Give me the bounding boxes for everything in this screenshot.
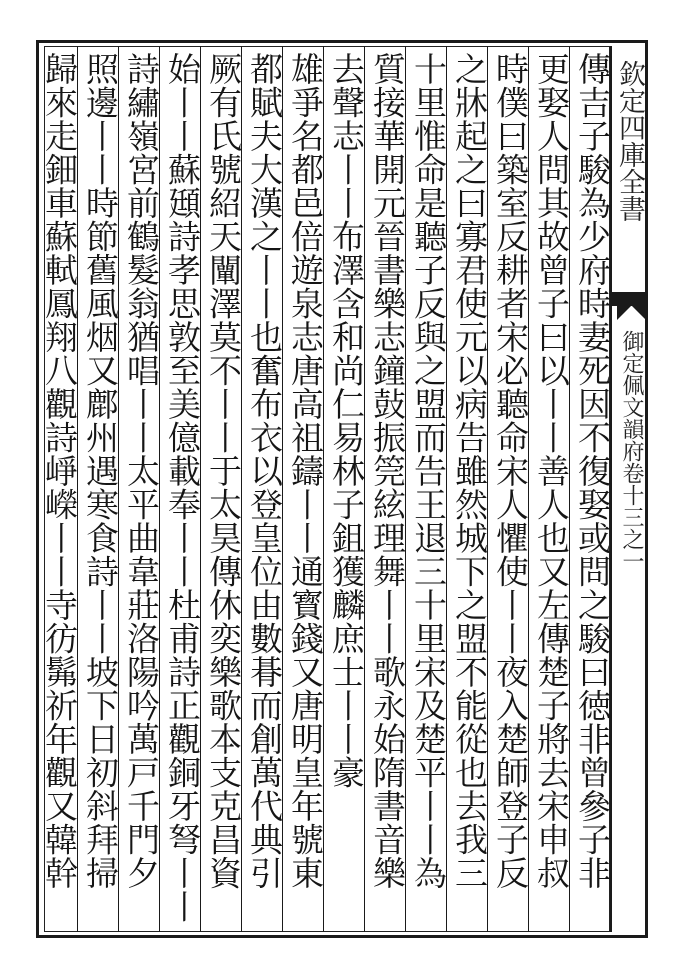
text-column-12: 詩繡嶺宮前鶴髮翁猶唱丨丨太平曲韋莊洛陽吟萬戸千門夕 xyxy=(122,52,161,890)
text-column-6: 質接華開元晉書樂志鐘鼔振筦絃理舞丨丨歌永始隋書音樂 xyxy=(368,52,407,890)
text-column-8: 雄爭名都邑倍遊泉志唐高祖鑄丨丨通寳錢又唐明皇年號東 xyxy=(286,52,325,890)
text-column-2: 更娶人問其故曾子曰以丨丨善人也又左傳楚子將去宋申叔 xyxy=(532,52,571,890)
margin-book-title: 欽定四庫全書 xyxy=(614,60,645,222)
text-column-4: 之牀起之曰寡君使元以病告雖然城下之盟不能從也去我三 xyxy=(450,52,489,890)
fish-tail-left xyxy=(617,306,631,320)
text-column-7: 去聲志丨丨布澤含和尚仁易林子鉏獲麟庶士丨丨豪 xyxy=(327,52,366,789)
text-column-3: 時僕曰築室反耕者宋必聽命宋人懼使丨丨夜入楚師登子反 xyxy=(491,52,530,890)
text-column-14: 歸來走鈿車蘇軾鳳翔八觀詩崢嶸丨丨寺彷髴祈年觀又韓幹 xyxy=(40,52,79,890)
fish-tail-bar xyxy=(612,292,646,306)
fish-tail-right xyxy=(632,306,646,320)
text-column-10: 厥有氏號紹天闡澤莫不丨丨于太昊傳休奕樂歌本支克昌資 xyxy=(204,52,243,890)
text-column-11: 始丨丨蘇頲詩孝思敦至美億載奉丨丨杜甫詩正觀銅牙弩丨丨 xyxy=(163,52,202,923)
text-column-13: 照邊丨丨時節舊風烟又鄜州遇寒食詩丨丨坡下日初斜拜掃 xyxy=(81,52,120,890)
margin-volume-title: 御定佩文韻府卷十三之一 xyxy=(619,330,644,572)
text-column-9: 都賦夫大漢之丨丨也奮布衣以登皇位由數朞而創萬代典引 xyxy=(245,52,284,890)
text-column-1: 傳吉子駿為少府時妻死因不復娶或問之駿曰徳非曾參子非 xyxy=(573,52,612,890)
text-column-5: 十里惟命是聽子反與之盟而告王退三十里宋及楚平丨丨為 xyxy=(409,52,448,890)
